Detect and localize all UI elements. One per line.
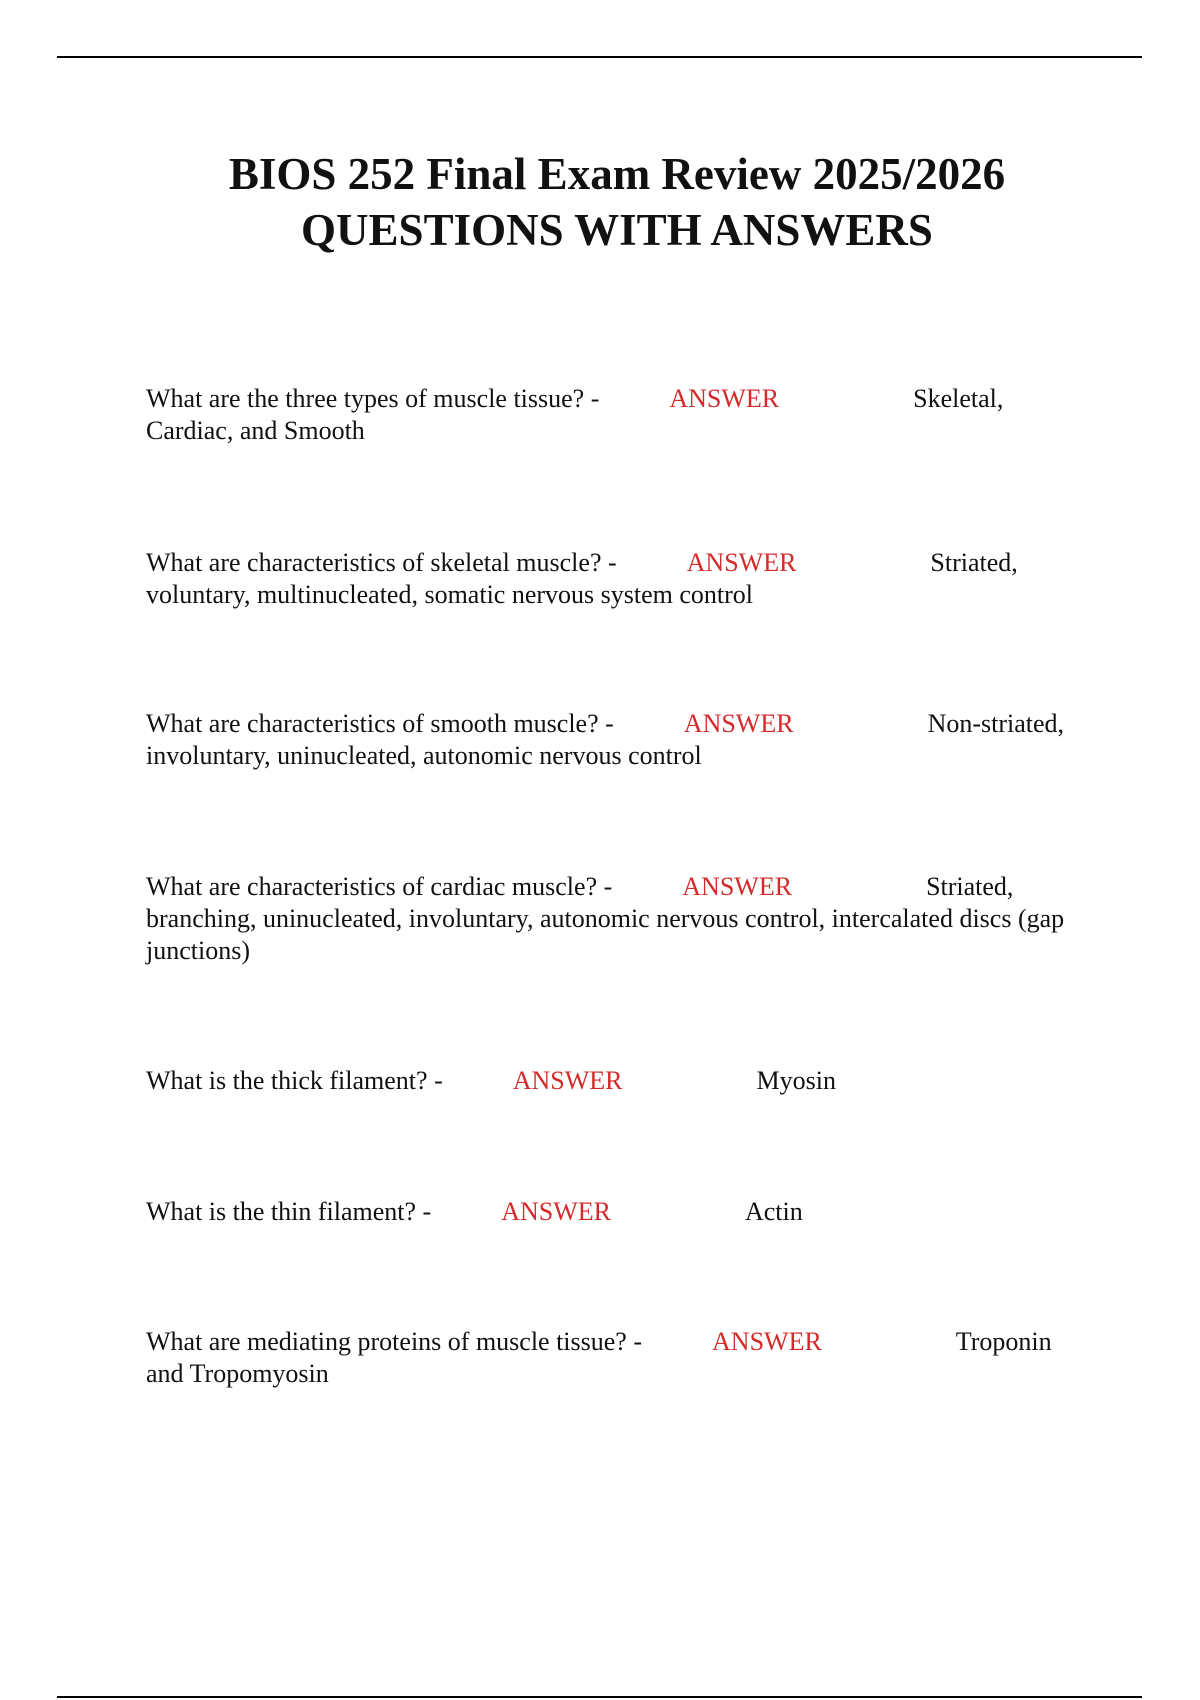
top-rule bbox=[57, 56, 1142, 58]
answer-label: ANSWER bbox=[712, 1327, 822, 1356]
qa-item bbox=[146, 547, 1086, 611]
answer-label: ANSWER bbox=[686, 548, 797, 577]
answer-text: Actin bbox=[744, 1197, 803, 1226]
qa-item bbox=[146, 383, 1086, 447]
answer-text: Skeletal, Cardiac, and Smooth bbox=[146, 384, 1004, 445]
answer-label: ANSWER bbox=[669, 384, 780, 413]
question-text: What are characteristics of smooth muscle? - bbox=[146, 709, 614, 738]
question-text: What are mediating proteins of muscle tissue? - bbox=[146, 1327, 643, 1356]
qa-item bbox=[146, 1196, 1086, 1228]
question-text: What is the thin filament? - bbox=[146, 1197, 432, 1226]
qa-item bbox=[146, 1326, 1086, 1390]
answer-label: ANSWER bbox=[501, 1197, 611, 1226]
qa-item bbox=[146, 871, 1086, 967]
answer-label: ANSWER bbox=[682, 872, 793, 901]
answer-label: ANSWER bbox=[512, 1066, 623, 1095]
qa-item bbox=[146, 1065, 1086, 1097]
qa-item bbox=[146, 708, 1086, 772]
answer-label: ANSWER bbox=[683, 709, 794, 738]
answer-text: Non-striated, involuntary, uninucleated, autonomic nervous control bbox=[146, 709, 1065, 770]
bottom-rule bbox=[57, 1696, 1142, 1698]
question-text: What are characteristics of cardiac muscle? - bbox=[146, 872, 613, 901]
title-line-1: BIOS 252 Final Exam Review 2025/2026 bbox=[228, 149, 1006, 199]
question-text: What are characteristics of skeletal muscle? - bbox=[146, 548, 617, 577]
question-text: What is the thick filament? - bbox=[146, 1066, 443, 1095]
title-line-2: QUESTIONS WITH ANSWERS bbox=[301, 205, 933, 255]
question-text: What are the three types of muscle tissue? - bbox=[146, 384, 600, 413]
answer-text: Striated, voluntary, multinucleated, somatic nervous system control bbox=[146, 548, 1018, 609]
answer-text: Myosin bbox=[756, 1066, 836, 1095]
answer-text: Striated, branching, uninucleated, involuntary, autonomic nervous control, intercalated discs (gap junctions) bbox=[146, 872, 1065, 965]
answer-text: Troponin and Tropomyosin bbox=[146, 1327, 1052, 1388]
page-title bbox=[0, 146, 1200, 258]
